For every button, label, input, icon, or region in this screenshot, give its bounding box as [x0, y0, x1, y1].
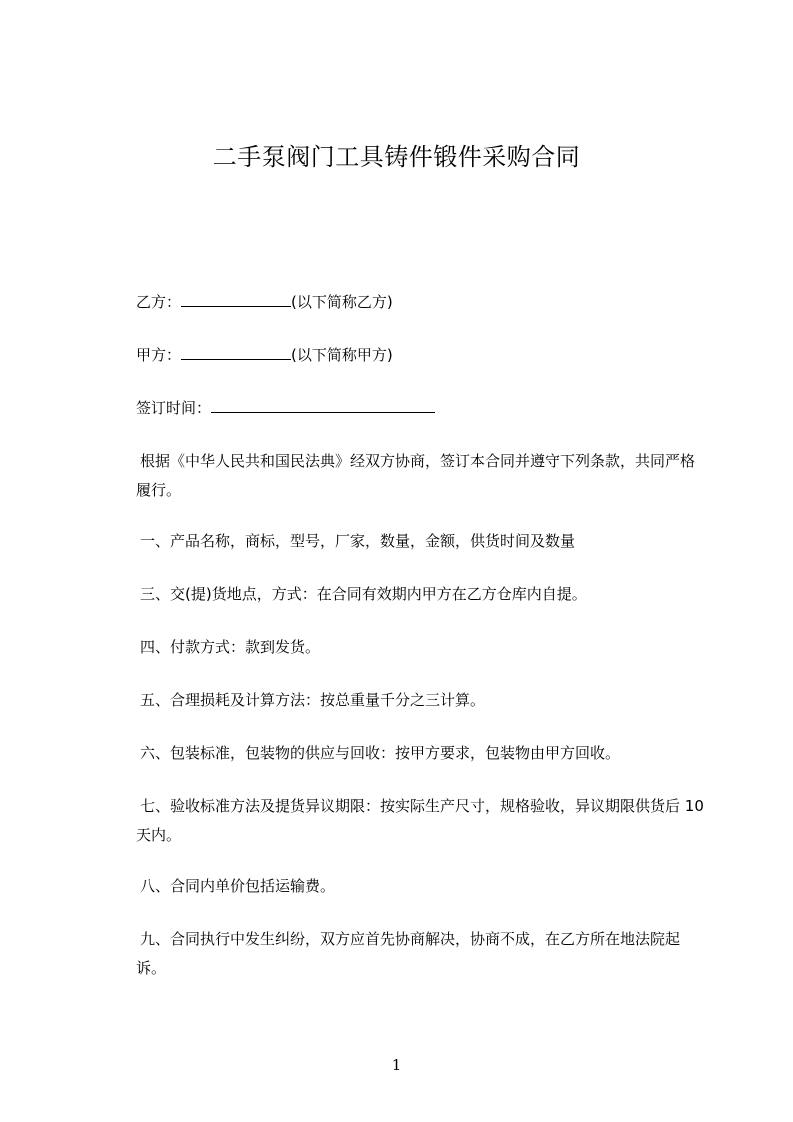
party-b-blank[interactable]	[181, 292, 291, 307]
clause-9: 九、合同执行中发生纠纷，双方应首先协商解决，协商不成，在乙方所在地法院起诉。	[136, 930, 681, 977]
page-number: 1	[391, 1056, 402, 1074]
clause-7: 七、验收标准方法及提货异议期限：按实际生产尺寸，规格验收，异议期限供货后 10 天内。	[136, 797, 704, 844]
party-b-line	[136, 292, 393, 311]
intro-paragraph: 根据《中华人民共和国民法典》经双方协商，签订本合同并遵守下列条款，共同严格履行。	[136, 452, 696, 499]
document-title: 二手泵阀门工具铸件锻件采购合同	[212, 143, 581, 171]
clause-5: 五、合理损耗及计算方法：按总重量千分之三计算。	[140, 691, 486, 709]
party-b-suffix: (以下简称乙方)	[291, 293, 393, 311]
party-a-suffix: (以下简称甲方)	[291, 346, 393, 364]
clause-1: 一、产品名称，商标，型号，厂家，数量，金额，供货时间及数量	[140, 532, 576, 550]
party-a-line	[136, 345, 393, 364]
party-a-label: 甲方：	[136, 346, 182, 364]
sign-time-label: 签订时间：	[136, 399, 212, 417]
clause-3: 三、交(提)货地点，方式：在合同有效期内甲方在乙方仓库内自提。	[140, 585, 587, 603]
party-a-blank[interactable]	[181, 345, 291, 360]
clause-4: 四、付款方式：款到发货。	[140, 638, 321, 656]
party-b-label: 乙方：	[136, 293, 182, 311]
clause-6: 六、包装标准，包装物的供应与回收：按甲方要求，包装物由甲方回收。	[140, 744, 621, 762]
sign-time-blank[interactable]	[211, 398, 435, 413]
sign-time-line	[136, 398, 435, 417]
clause-8: 八、合同内单价包括运输费。	[140, 877, 336, 895]
